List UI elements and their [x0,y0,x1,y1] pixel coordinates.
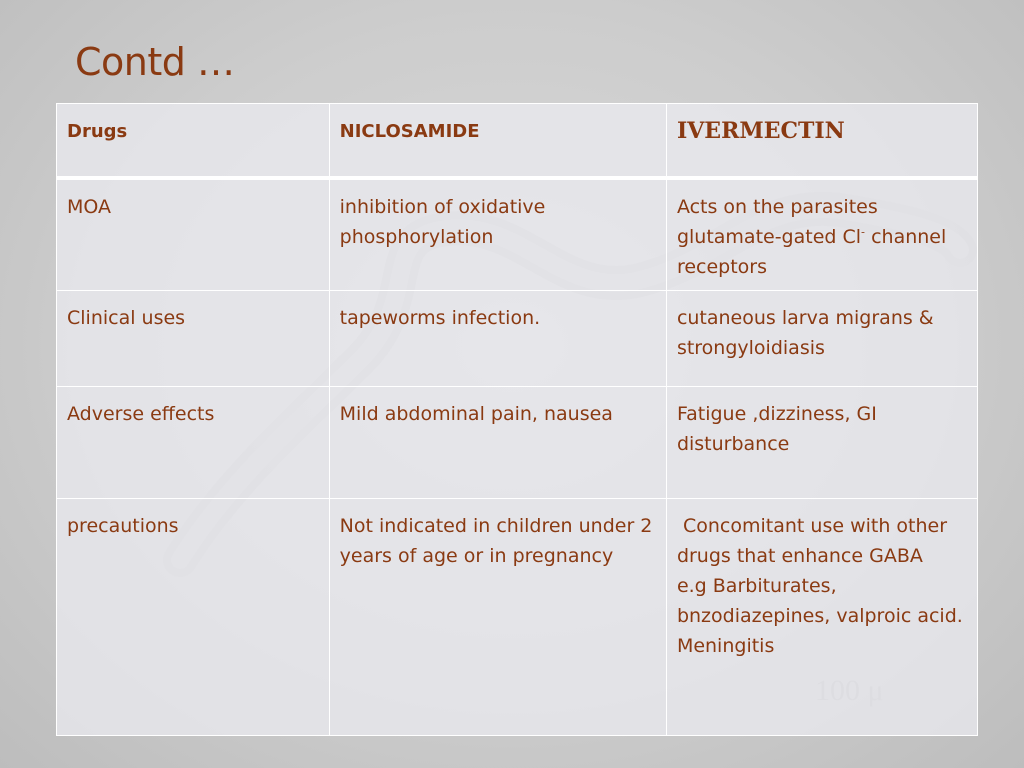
header-cell-niclosamide: NICLOSAMIDE [329,104,666,179]
cell-ivermectin-adverse-effects: Fatigue ,dizziness, GI disturbance [666,387,977,499]
slide-title: Contd … [75,40,235,84]
table-header-row [57,104,978,179]
header-cell-ivermectin: IVERMECTIN [666,104,977,179]
precaution-line-meningitis: Meningitis [676,635,775,657]
cell-ivermectin-precautions [666,499,977,736]
cell-niclosamide-precautions: Not indicated in children under 2 years of age or in pregnancy [329,499,666,736]
cell-niclosamide-clinical-uses: tapeworms infection. [329,291,666,387]
cell-niclosamide-adverse-effects: Mild abdominal pain, nausea [329,387,666,499]
cell-niclosamide-moa: inhibition of oxidative phosphorylation [329,178,666,291]
header-cell-drugs: Drugs [57,104,330,179]
row-label-moa: MOA [57,178,330,291]
row-label-adverse-effects: Adverse effects [57,387,330,499]
cell-ivermectin-clinical-uses: cutaneous larva migrans & strongyloidiasis [666,291,977,387]
table-row-precautions [57,499,978,736]
precaution-line-examples: e.g Barbiturates, bnzodiazepines, valproic acid. [676,575,963,627]
table-row-moa [57,178,978,291]
table-row-adverse-effects [57,387,978,499]
cell-ivermectin-moa: Acts on the parasites glutamate-gated Cl- channel receptors [666,178,977,291]
precaution-line-gaba: Concomitant use with other drugs that enhance GABA [676,515,954,567]
row-label-precautions: precautions [57,499,330,736]
row-label-clinical-uses: Clinical uses [57,291,330,387]
drug-comparison-table [56,103,978,736]
table-row-clinical-uses [57,291,978,387]
